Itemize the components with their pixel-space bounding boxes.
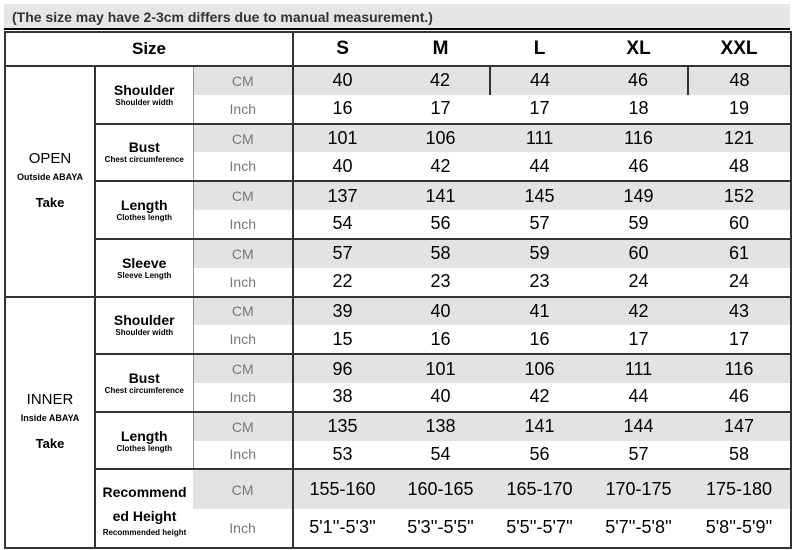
value-cell: 42 <box>589 297 688 326</box>
value-cell: 5'5''-5'7'' <box>490 509 589 548</box>
value-cell: 152 <box>688 181 791 210</box>
row-label-bust <box>95 354 193 412</box>
value-cell: 96 <box>293 354 391 383</box>
value-cell: 43 <box>688 297 791 326</box>
open-subtitle: Outside ABAYA <box>16 172 84 183</box>
value-cell: 18 <box>589 95 688 124</box>
recommended-height-line1: Recommend <box>102 483 187 500</box>
value-cell: 121 <box>688 124 791 153</box>
value-cell: 44 <box>490 152 589 181</box>
open-title: OPEN <box>28 150 72 168</box>
value-cell: 144 <box>589 412 688 441</box>
row-label-text: Length <box>120 197 168 214</box>
value-cell: 5'8''-5'9'' <box>688 509 791 548</box>
value-cell: 106 <box>490 354 589 383</box>
value-cell: 5'1''-5'3'' <box>293 509 391 548</box>
row-label-sub: Clothes length <box>116 213 173 223</box>
value-cell: 58 <box>391 239 490 268</box>
value-cell: 116 <box>589 124 688 153</box>
table-row <box>5 181 791 210</box>
value-cell: 106 <box>391 124 490 153</box>
value-cell: 41 <box>490 297 589 326</box>
table-row <box>5 124 791 153</box>
measurement-note: (The size may have 2-3cm differs due to manual measurement.) <box>4 4 790 30</box>
value-cell: 170-175 <box>589 469 688 508</box>
row-label-text: Shoulder <box>113 81 175 98</box>
table-row <box>5 354 791 383</box>
row-label-sub: Chest circumference <box>104 155 184 165</box>
table-row <box>5 239 791 268</box>
value-cell: 147 <box>688 412 791 441</box>
value-cell: 61 <box>688 239 791 268</box>
value-cell: 19 <box>688 95 791 124</box>
value-cell: 40 <box>391 383 490 412</box>
value-cell: 149 <box>589 181 688 210</box>
row-label-text: Length <box>120 427 168 444</box>
unit-inch: Inch <box>193 325 293 354</box>
row-label-sub: Recommended height <box>102 527 187 537</box>
unit-cm: CM <box>193 469 293 508</box>
size-header: Size <box>5 32 293 66</box>
unit-inch: Inch <box>193 95 293 124</box>
table-row <box>5 469 791 508</box>
unit-inch: Inch <box>193 268 293 297</box>
row-label-sub: Clothes length <box>116 443 173 453</box>
value-cell: 116 <box>688 354 791 383</box>
value-cell: 42 <box>391 66 490 95</box>
value-cell: 56 <box>490 441 589 470</box>
row-label-sub: Shoulder width <box>115 328 174 338</box>
table-row <box>5 66 791 95</box>
row-label-length <box>95 181 193 239</box>
size-table <box>4 31 792 549</box>
value-cell: 40 <box>293 66 391 95</box>
value-cell: 5'7''-5'8'' <box>589 509 688 548</box>
size-header-xl: XL <box>589 32 688 66</box>
value-cell: 48 <box>688 66 791 95</box>
size-header-l: L <box>490 32 589 66</box>
value-cell: 54 <box>391 441 490 470</box>
unit-cm: CM <box>193 66 293 95</box>
value-cell: 57 <box>293 239 391 268</box>
value-cell: 101 <box>293 124 391 153</box>
value-cell: 24 <box>688 268 791 297</box>
value-cell: 46 <box>589 152 688 181</box>
value-cell: 59 <box>490 239 589 268</box>
row-label-sleeve <box>95 239 193 297</box>
value-cell: 38 <box>293 383 391 412</box>
value-cell: 39 <box>293 297 391 326</box>
value-cell: 175-180 <box>688 469 791 508</box>
value-cell: 141 <box>391 181 490 210</box>
table-row <box>5 297 791 326</box>
value-cell: 138 <box>391 412 490 441</box>
row-label-sub: Sleeve Length <box>117 270 172 280</box>
value-cell: 111 <box>490 124 589 153</box>
row-label-text: Shoulder <box>113 312 175 329</box>
value-cell: 53 <box>293 441 391 470</box>
value-cell: 101 <box>391 354 490 383</box>
recommended-height-label <box>95 469 193 548</box>
value-cell: 137 <box>293 181 391 210</box>
row-label-length <box>95 412 193 470</box>
inner-group-label <box>5 297 95 549</box>
value-cell: 17 <box>490 95 589 124</box>
row-label-shoulder <box>95 66 193 124</box>
value-cell: 60 <box>589 239 688 268</box>
value-cell: 17 <box>391 95 490 124</box>
value-cell: 16 <box>490 325 589 354</box>
inner-title: INNER <box>26 391 74 409</box>
value-cell: 111 <box>589 354 688 383</box>
value-cell: 155-160 <box>293 469 391 508</box>
value-cell: 23 <box>490 268 589 297</box>
row-label-sub: Chest circumference <box>104 385 184 395</box>
row-label-shoulder <box>95 297 193 355</box>
value-cell: 165-170 <box>490 469 589 508</box>
value-cell: 60 <box>688 210 791 239</box>
unit-inch: Inch <box>193 509 293 548</box>
unit-cm: CM <box>193 297 293 326</box>
value-cell: 48 <box>688 152 791 181</box>
value-cell: 57 <box>490 210 589 239</box>
value-cell: 40 <box>293 152 391 181</box>
open-group-label <box>5 66 95 297</box>
unit-cm: CM <box>193 181 293 210</box>
value-cell: 145 <box>490 181 589 210</box>
unit-inch: Inch <box>193 210 293 239</box>
value-cell: 40 <box>391 297 490 326</box>
value-cell: 46 <box>589 66 688 95</box>
unit-inch: Inch <box>193 441 293 470</box>
row-label-sub: Shoulder width <box>115 97 174 107</box>
value-cell: 46 <box>688 383 791 412</box>
value-cell: 15 <box>293 325 391 354</box>
row-label-text: Bust <box>128 139 160 156</box>
size-header-xxl: XXL <box>688 32 791 66</box>
value-cell: 160-165 <box>391 469 490 508</box>
row-label-text: Bust <box>128 369 160 386</box>
row-label-text: Sleeve <box>122 254 167 271</box>
unit-cm: CM <box>193 354 293 383</box>
value-cell: 16 <box>293 95 391 124</box>
inner-take: Take <box>35 436 65 452</box>
value-cell: 42 <box>490 383 589 412</box>
value-cell: 22 <box>293 268 391 297</box>
size-header-s: S <box>293 32 391 66</box>
unit-cm: CM <box>193 412 293 441</box>
unit-inch: Inch <box>193 383 293 412</box>
value-cell: 16 <box>391 325 490 354</box>
value-cell: 44 <box>490 66 589 95</box>
value-cell: 59 <box>589 210 688 239</box>
recommended-height-line2: ed Height <box>112 507 177 524</box>
value-cell: 58 <box>688 441 791 470</box>
value-cell: 57 <box>589 441 688 470</box>
value-cell: 135 <box>293 412 391 441</box>
value-cell: 5'3''-5'5'' <box>391 509 490 548</box>
value-cell: 44 <box>589 383 688 412</box>
value-cell: 42 <box>391 152 490 181</box>
value-cell: 17 <box>688 325 791 354</box>
value-cell: 141 <box>490 412 589 441</box>
inner-subtitle: Inside ABAYA <box>20 413 80 424</box>
header-row <box>5 32 791 66</box>
table-row <box>5 412 791 441</box>
value-cell: 17 <box>589 325 688 354</box>
unit-cm: CM <box>193 239 293 268</box>
value-cell: 54 <box>293 210 391 239</box>
value-cell: 24 <box>589 268 688 297</box>
value-cell: 23 <box>391 268 490 297</box>
size-header-m: M <box>391 32 490 66</box>
open-take: Take <box>35 195 65 211</box>
unit-cm: CM <box>193 124 293 153</box>
unit-inch: Inch <box>193 152 293 181</box>
row-label-bust <box>95 124 193 182</box>
value-cell: 56 <box>391 210 490 239</box>
